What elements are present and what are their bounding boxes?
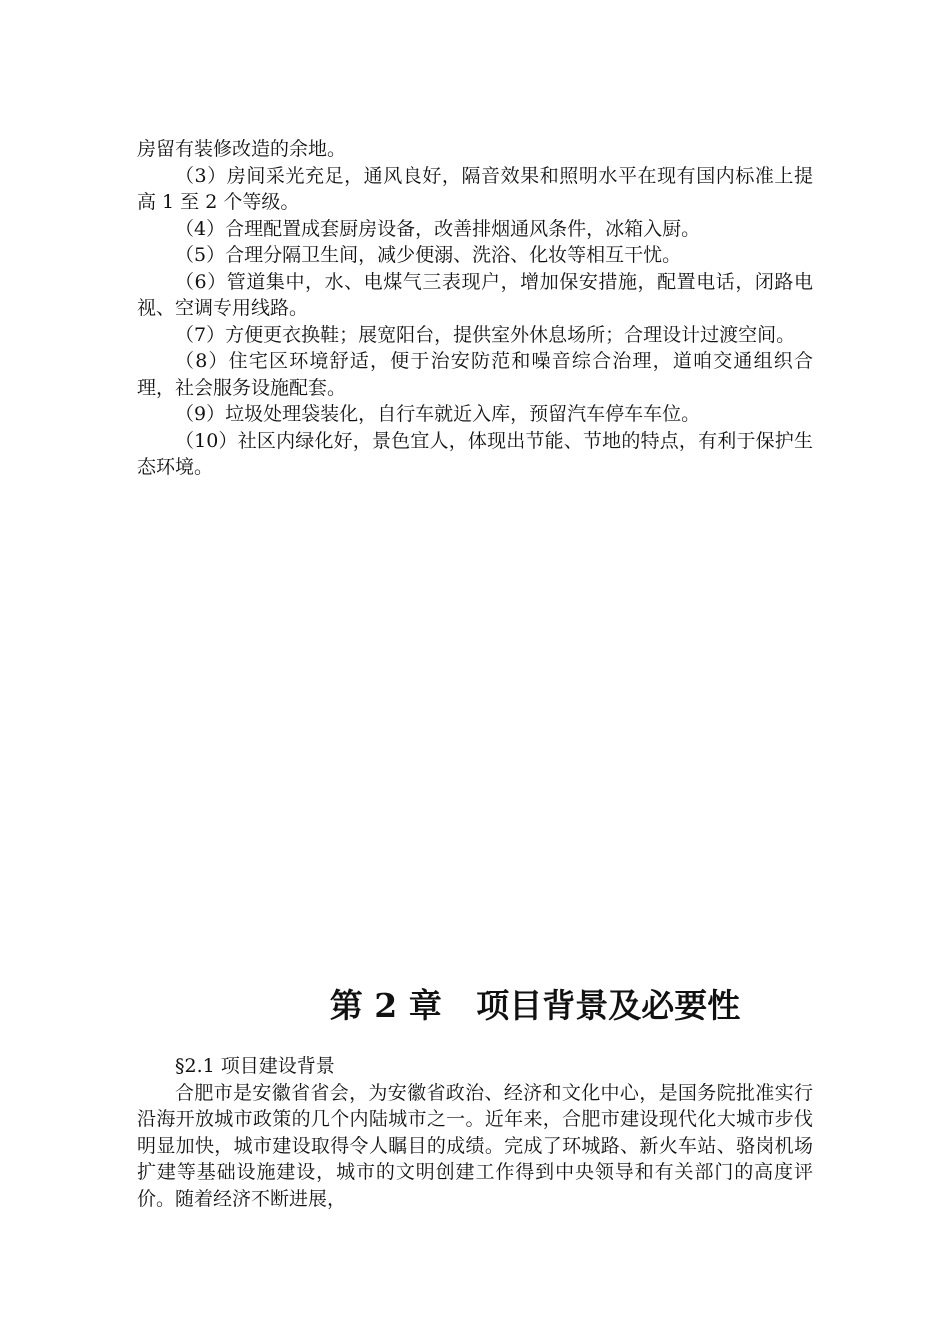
- list-item-5: （5）合理分隔卫生间，减少便溺、洗浴、化妆等相互干忧。: [175, 244, 682, 266]
- list-item-7: （7）方便更衣换鞋；展宽阳台，提供室外休息场所；合理设计过渡空间。: [175, 323, 796, 346]
- paragraph-continuation: 房留有装修改造的余地。: [137, 138, 347, 160]
- section-body-paragraph: 合肥市是安徽省省会，为安徽省政治、经济和文化中心，是国务院批准实行沿海开放城市政策的几个内陆城市之一。近年来，合肥市建设现代化大城市步伐明显加快，城市建设取得令人瞩目的成绩。完成了环城路、新火车站、骆岗机场扩建等基础设施建设，城市的文明创建工作得到中央领导和有关部门的高度评价。随着经济不断进展，: [137, 1081, 813, 1210]
- list-item-10: （10）社区内绿化好，景色宜人，体现出节能、节地的特点，有利于保护生态环境。: [137, 429, 813, 478]
- list-item-4: （4）合理配置成套厨房设备，改善排烟通风条件，冰箱入厨。: [175, 217, 701, 240]
- list-item-6: （6）管道集中，水、电煤气三表现户，增加保安措施，配置电话，闭路电视、空调专用线路。: [137, 270, 813, 319]
- chapter-title: 第 2 章 项目背景及必要性: [329, 986, 741, 1025]
- list-item-3: （3）房间采光充足，通风良好，隔音效果和照明水平在现有国内标准上提高 1 至 2 个等级。: [137, 164, 813, 213]
- list-item-8: （8）住宅区环境舒适，便于治安防范和噪音综合治理，道咱交通组织合理，社会服务设施配套。: [137, 350, 813, 399]
- list-item-9: （9）垃圾处理袋装化，自行车就近入库，预留汽车停车车位。: [175, 403, 701, 425]
- upper-text-block: [137, 136, 813, 481]
- section-block: [137, 1053, 813, 1212]
- section-heading: §2.1 项目建设背景: [175, 1055, 335, 1077]
